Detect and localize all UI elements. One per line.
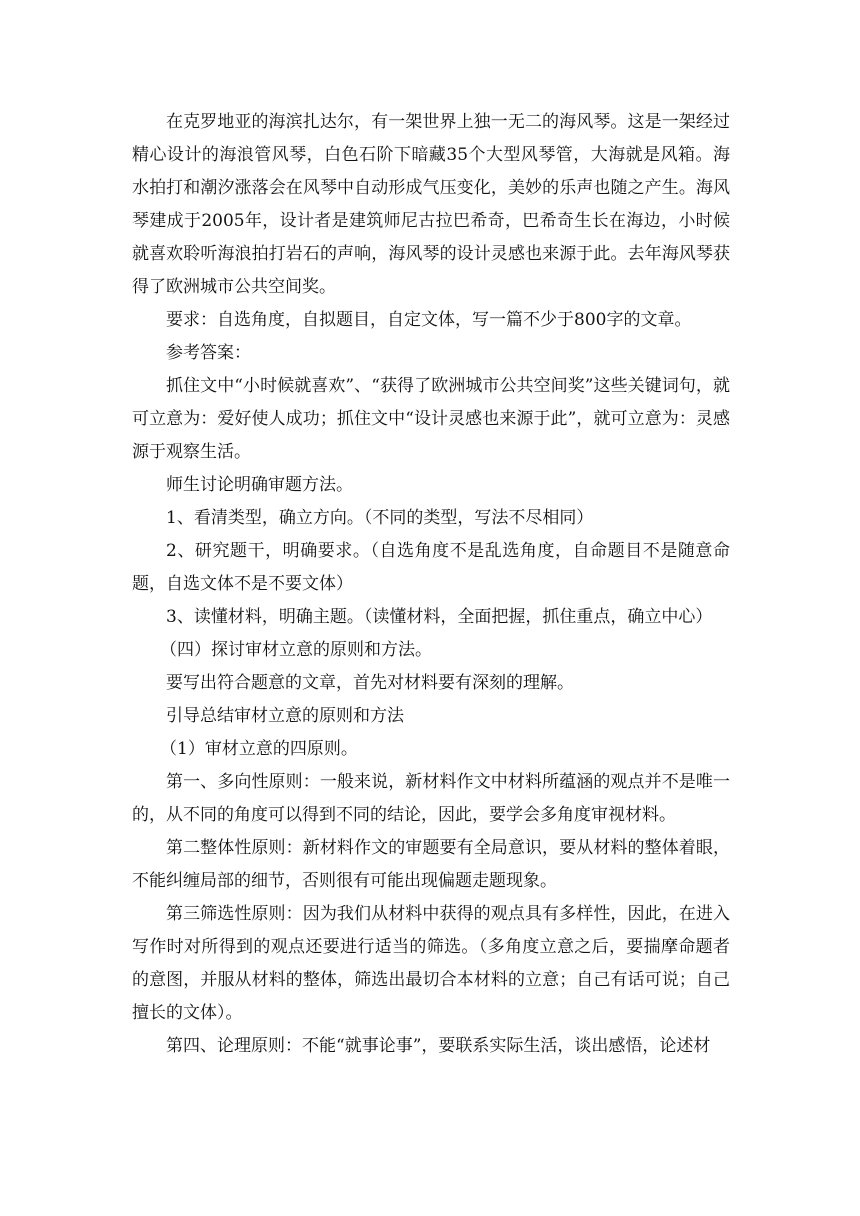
document-page	[132, 106, 730, 1063]
paragraph-material: 在克罗地亚的海滨扎达尔，有一架世界上独一无二的海风琴。这是一架经过精心设计的海浪管风琴，白色石阶下暗藏35个大型风琴管，大海就是风箱。海水拍打和潮汐涨落会在风琴中自动形成气压变化，美妙的乐声也随之产生。海风琴建成于2005年，设计者是建筑师尼古拉巴希奇，巴希奇生长在海边，小时候就喜欢聆听海浪拍打岩石的声响，海风琴的设计灵感也来源于此。去年海风琴获得了欧洲城市公共空间奖。	[132, 112, 730, 297]
paragraph-step-1: 1、看清类型，确立方向。（不同的类型，写法不尽相同）	[166, 508, 594, 528]
paragraph-principle-2: 第二整体性原则：新材料作文的审题要有全局意识，要从材料的整体着眼，不能纠缠局部的细节，否则很有可能出现偏题走题现象。	[132, 838, 730, 891]
paragraph-guide: 引导总结审材立意的原则和方法	[166, 706, 404, 726]
paragraph-discussion: 师生讨论明确审题方法。	[166, 475, 353, 495]
paragraph-understanding: 要写出符合题意的文章，首先对材料要有深刻的理解。	[166, 673, 574, 693]
paragraph-requirement: 要求：自选角度，自拟题目，自定文体，写一篇不少于800字的文章。	[166, 310, 692, 330]
paragraph-principle-3: 第三筛选性原则：因为我们从材料中获得的观点具有多样性，因此，在进入写作时对所得到的观点还要进行适当的筛选。（多角度立意之后，要揣摩命题者的意图，并服从材料的整体，筛选出最切合本材料的立意；自己有话可说；自己擅长的文体）。	[132, 904, 730, 1023]
paragraph-answer-heading: 参考答案：	[166, 343, 251, 363]
paragraph-principle-4: 第四、论理原则：不能“就事论事”，要联系实际生活，谈出感悟，论述材	[166, 1036, 711, 1056]
paragraph-principle-1: 第一、多向性原则：一般来说，新材料作文中材料所蕴涵的观点并不是唯一的，从不同的角度可以得到不同的结论，因此，要学会多角度审视材料。	[132, 772, 730, 825]
paragraph-answer: 抓住文中“小时候就喜欢”、“获得了欧洲城市公共空间奖”这些关键词句，就可立意为：爱好使人成功；抓住文中“设计灵感也来源于此”，就可立意为：灵感源于观察生活。	[132, 376, 730, 462]
paragraph-step-3: 3、读懂材料，明确主题。（读懂材料，全面把握，抓住重点，确立中心）	[166, 607, 713, 627]
paragraph-step-2: 2、研究题干，明确要求。（自选角度不是乱选角度，自命题目不是随意命题，自选文体不是不要文体）	[132, 541, 730, 594]
paragraph-four-principles: （1）审材立意的四原则。	[160, 739, 358, 759]
paragraph-section-4-heading: （四）探讨审材立意的原则和方法。	[160, 640, 432, 660]
